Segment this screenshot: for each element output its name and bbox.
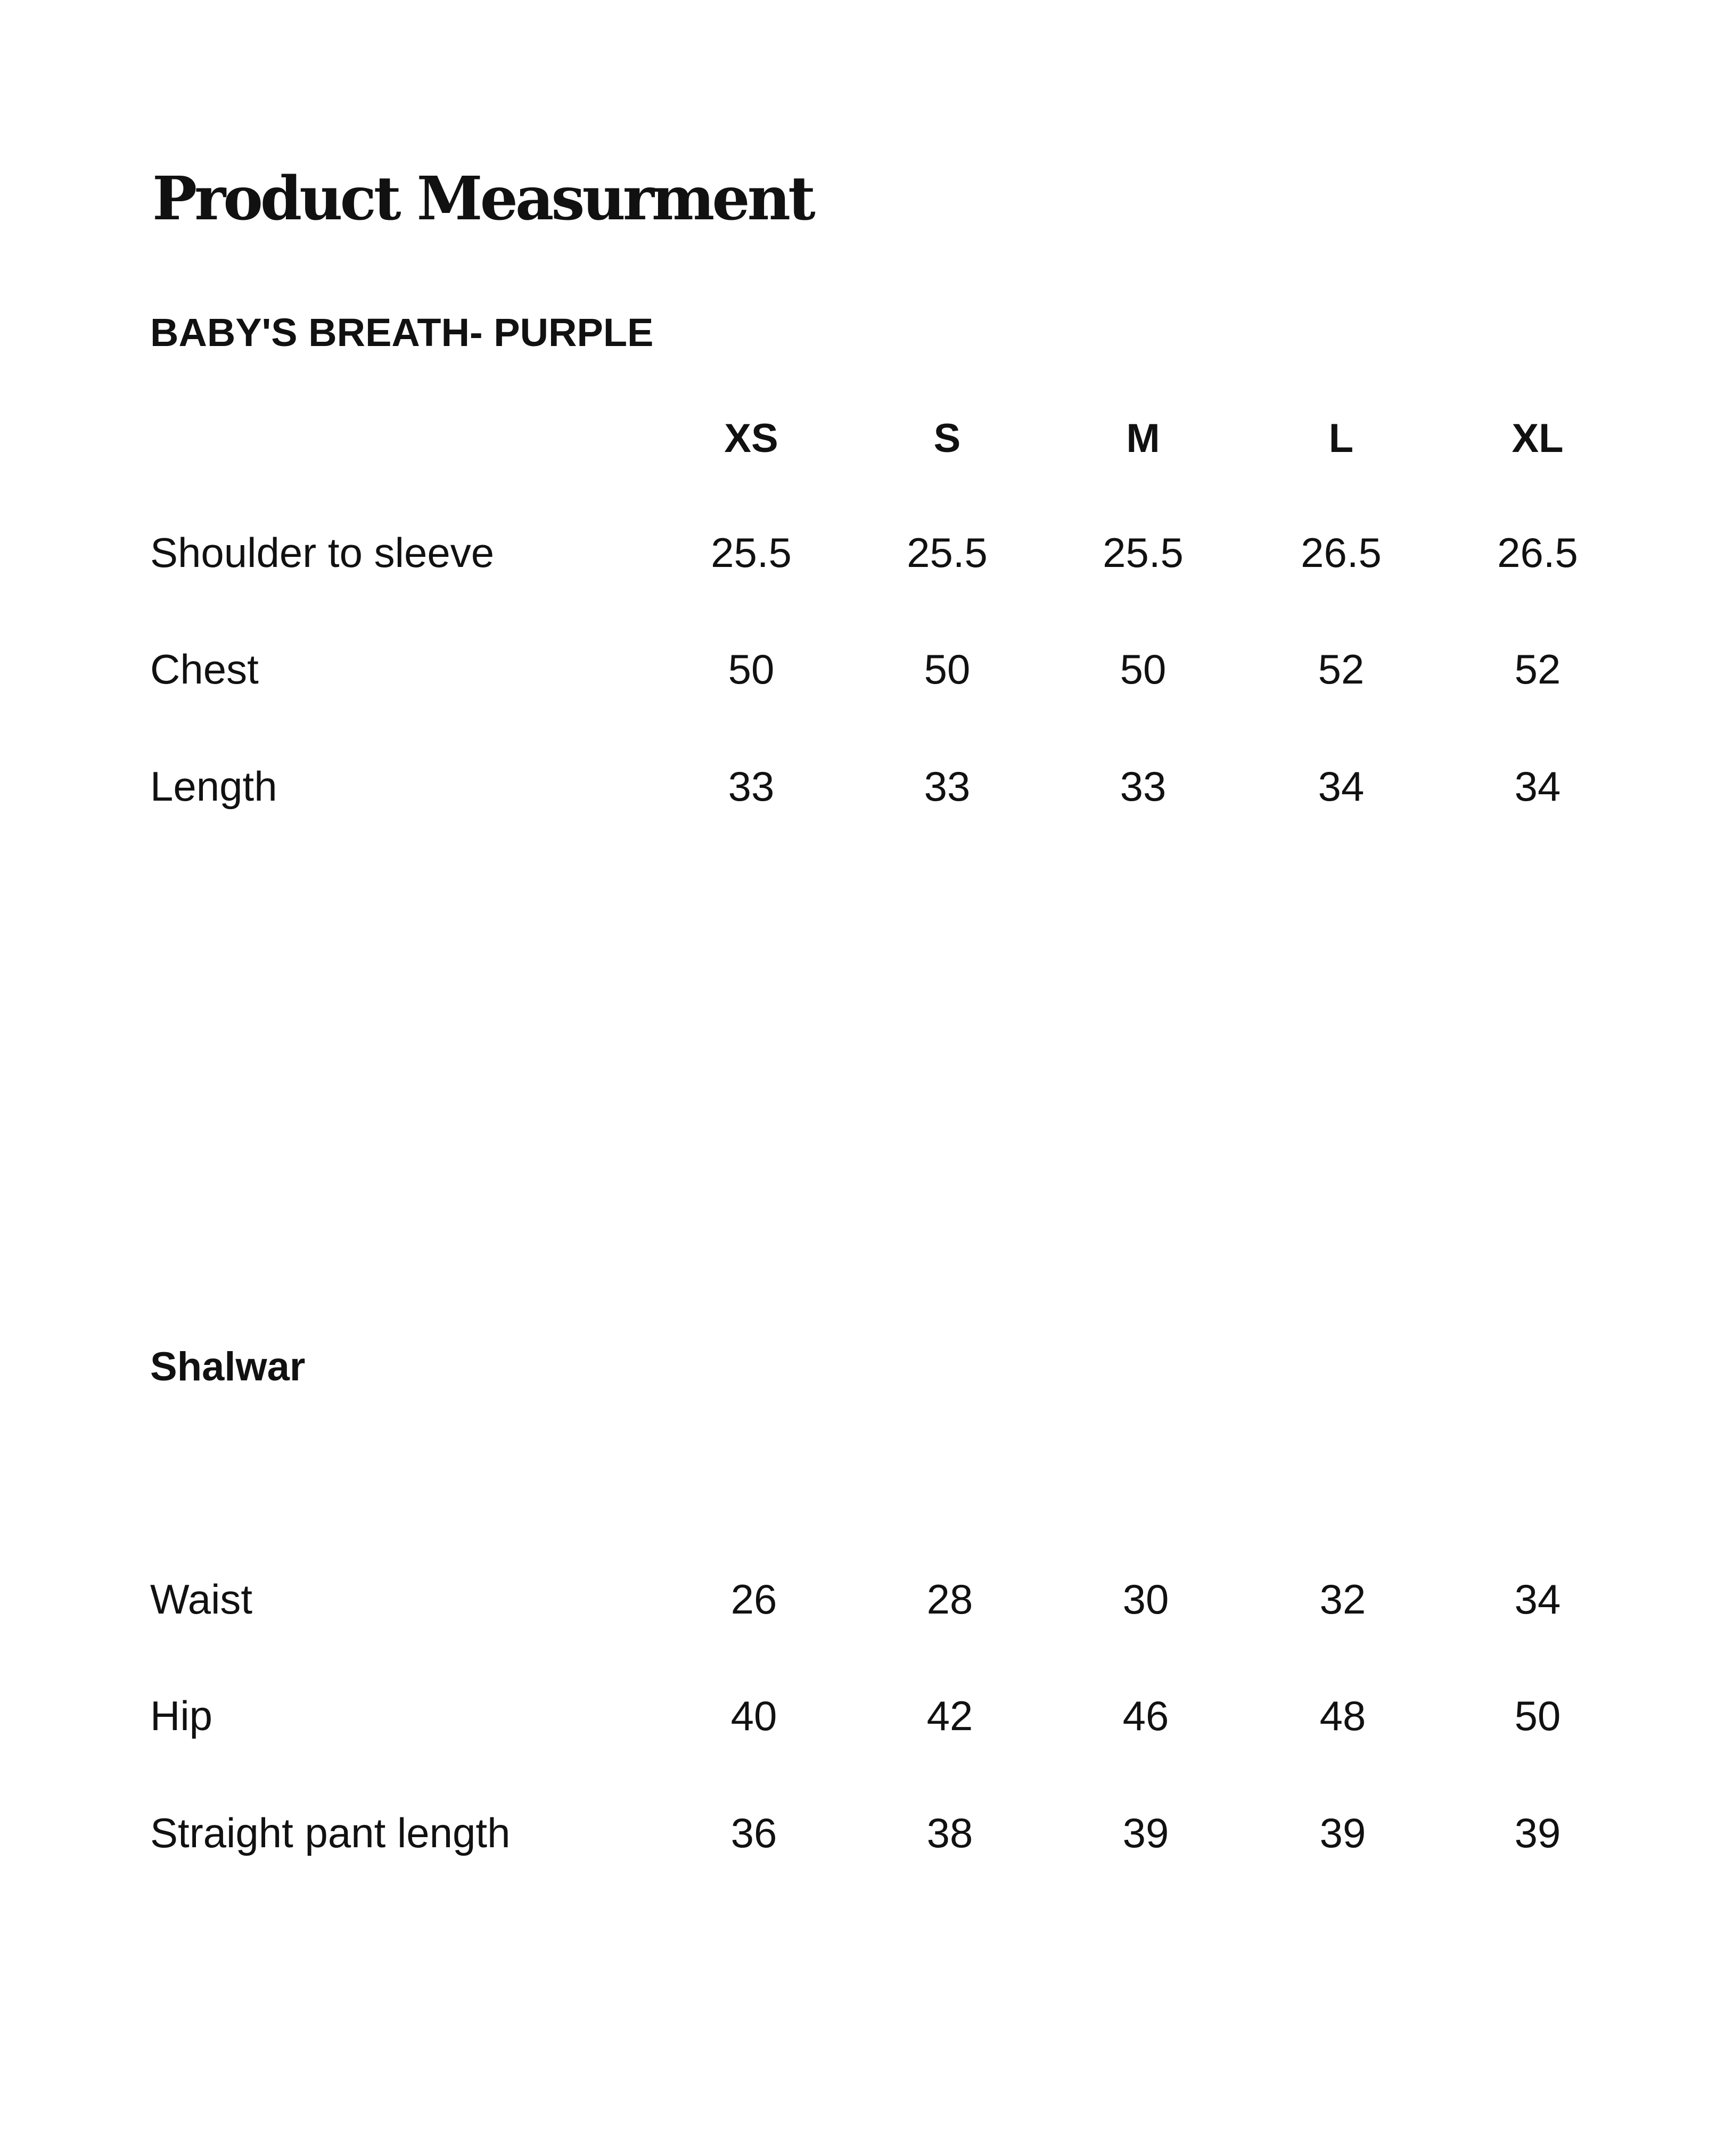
measurement-value: 46 xyxy=(1122,1692,1169,1739)
measurement-label: Chest xyxy=(150,646,259,693)
measurement-value: 33 xyxy=(924,763,971,810)
measurement-value: 39 xyxy=(1319,1809,1366,1856)
size-header-row xyxy=(0,412,1725,465)
measurement-value: 28 xyxy=(926,1576,973,1623)
measurement-label: Straight pant length xyxy=(150,1809,511,1856)
measurement-row xyxy=(0,643,1725,696)
measurement-value: 39 xyxy=(1514,1809,1561,1856)
measurement-value: 33 xyxy=(1120,763,1167,810)
measurement-value: 50 xyxy=(924,646,971,693)
measurement-value: 25.5 xyxy=(1103,529,1184,576)
size-header: S xyxy=(933,416,961,461)
measurement-row xyxy=(0,526,1725,579)
measurement-value: 25.5 xyxy=(711,529,792,576)
measurement-value: 26.5 xyxy=(1497,529,1578,576)
measurement-value: 34 xyxy=(1514,1576,1561,1623)
measurement-value: 30 xyxy=(1122,1576,1169,1623)
measurement-row xyxy=(0,1689,1725,1742)
measurement-value: 26 xyxy=(730,1576,777,1623)
measurement-value: 36 xyxy=(730,1809,777,1856)
product-name: BABY'S BREATH- PURPLE xyxy=(150,310,654,355)
measurement-value: 34 xyxy=(1318,763,1365,810)
measurement-value: 50 xyxy=(728,646,775,693)
measurement-label: Hip xyxy=(150,1692,213,1739)
measurement-value: 40 xyxy=(730,1692,777,1739)
measurement-value: 50 xyxy=(1120,646,1167,693)
measurement-value: 25.5 xyxy=(907,529,988,576)
size-header: XL xyxy=(1512,416,1564,461)
measurement-row xyxy=(0,1806,1725,1859)
measurement-value: 26.5 xyxy=(1301,529,1382,576)
size-header: M xyxy=(1126,416,1160,461)
size-header: XS xyxy=(724,416,778,461)
size-header: L xyxy=(1328,416,1354,461)
measurement-value: 34 xyxy=(1514,763,1561,810)
measurement-label: Waist xyxy=(150,1576,253,1623)
measurement-row xyxy=(0,1573,1725,1626)
measurement-value: 48 xyxy=(1319,1692,1366,1739)
shalwar-heading: Shalwar xyxy=(150,1344,306,1389)
measurement-row xyxy=(0,760,1725,813)
measurement-value: 32 xyxy=(1319,1576,1366,1623)
measurement-label: Length xyxy=(150,763,277,810)
measurement-label: Shoulder to sleeve xyxy=(150,529,495,576)
measurement-value: 50 xyxy=(1514,1692,1561,1739)
page-title: Product Measurment xyxy=(152,164,813,234)
measurement-value: 52 xyxy=(1514,646,1561,693)
measurement-value: 42 xyxy=(926,1692,973,1739)
measurement-value: 33 xyxy=(728,763,775,810)
measurement-value: 39 xyxy=(1122,1809,1169,1856)
measurement-value: 38 xyxy=(926,1809,973,1856)
measurement-value: 52 xyxy=(1318,646,1365,693)
